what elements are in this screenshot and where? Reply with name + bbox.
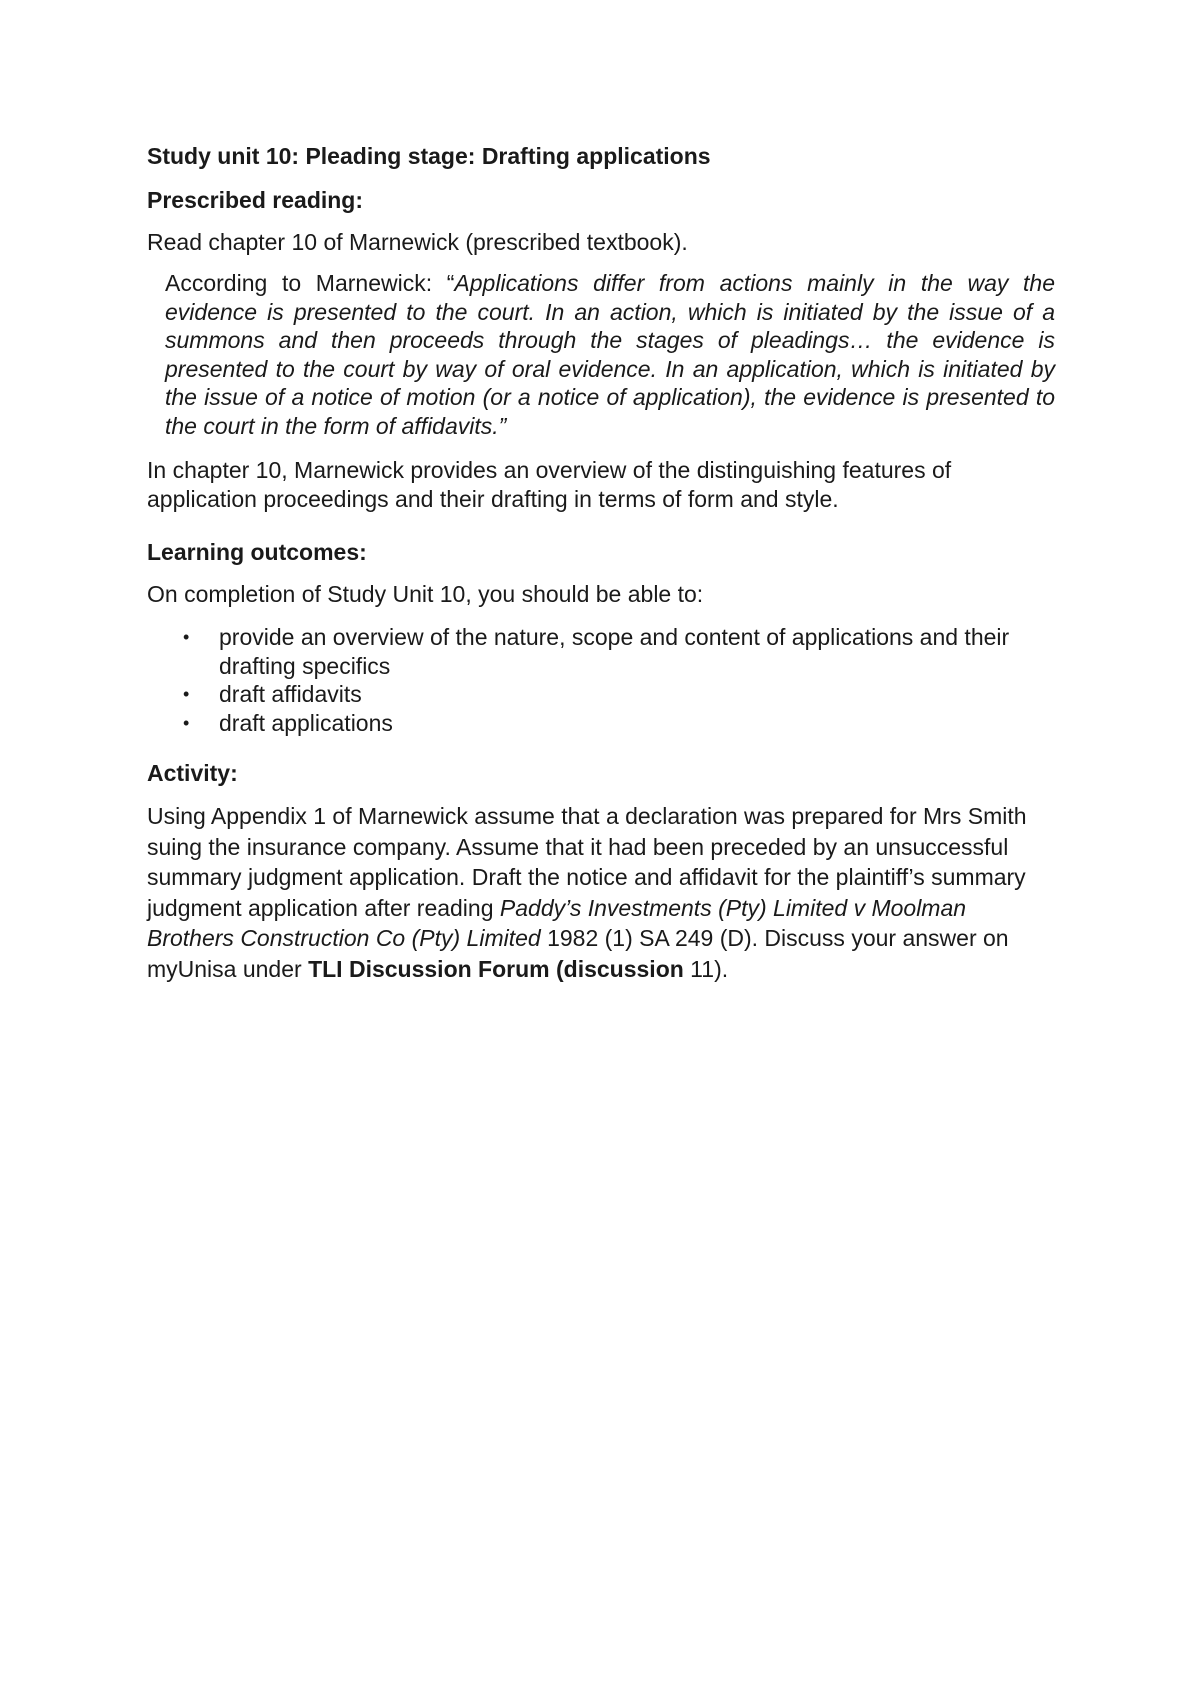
outcomes-list <box>147 623 1067 737</box>
page-title: Study unit 10: Pleading stage: Drafting applications <box>147 143 711 169</box>
overview-paragraph: In chapter 10, Marnewick provides an overview of the distinguishing features of application proceedings and their drafting in terms of form and style. <box>147 457 952 512</box>
activity-text-3: 11). <box>683 955 729 982</box>
list-item-text: draft applications <box>219 709 393 736</box>
activity-paragraph <box>147 801 1047 984</box>
prescribed-reading-heading: Prescribed reading: <box>147 187 364 213</box>
read-chapter-line: Read chapter 10 of Marnewick (prescribed textbook). <box>147 229 688 255</box>
outcomes-intro: On completion of Study Unit 10, you should be able to: <box>147 581 704 607</box>
activity-heading: Activity: <box>147 760 238 786</box>
case-citation: Paddy’s Investments (Pty) Limited v Moolman Brothers Construction Co (Pty) Limited <box>147 894 967 951</box>
bullet-icon: • <box>183 684 190 704</box>
discussion-forum-reference: TLI Discussion Forum (discussion <box>308 955 684 982</box>
quote-body: Applications differ from actions mainly in the way the evidence is presented to the court. In an action, which is initiated by the issue of a summons and then proceeds through the stages of pleadings… the evidence is presented to the court by way of oral evidence. In an application, which is initiated by the issue of a notice of motion (or a notice of application), the evidence is presented to the court in the form of affidavits.” <box>165 270 1055 439</box>
activity-text-1: Using Appendix 1 of Marnewick assume that a declaration was prepared for Mrs Smith suing the insurance company. Assume that it had been preceded by an unsuccessful summary judgment application. Draft the notice and affidavit for the plaintiff’s summary judgment application after reading <box>147 803 1027 921</box>
learning-outcomes-heading: Learning outcomes: <box>147 539 367 565</box>
activity-text-2: 1982 (1) SA 249 (D). Discuss your answer on myUnisa under <box>147 925 1009 982</box>
list-item <box>147 680 1067 709</box>
list-item <box>147 709 1067 738</box>
document-content <box>147 140 1067 984</box>
bullet-icon: • <box>183 627 190 647</box>
list-item-text: provide an overview of the nature, scope and content of applications and their drafting specifics <box>219 624 1010 679</box>
quote-intro: According to Marnewick: “ <box>165 270 455 296</box>
marnewick-quote <box>165 269 1055 440</box>
list-item-text: draft affidavits <box>219 681 362 707</box>
bullet-icon: • <box>183 712 190 733</box>
list-item <box>147 623 1067 680</box>
